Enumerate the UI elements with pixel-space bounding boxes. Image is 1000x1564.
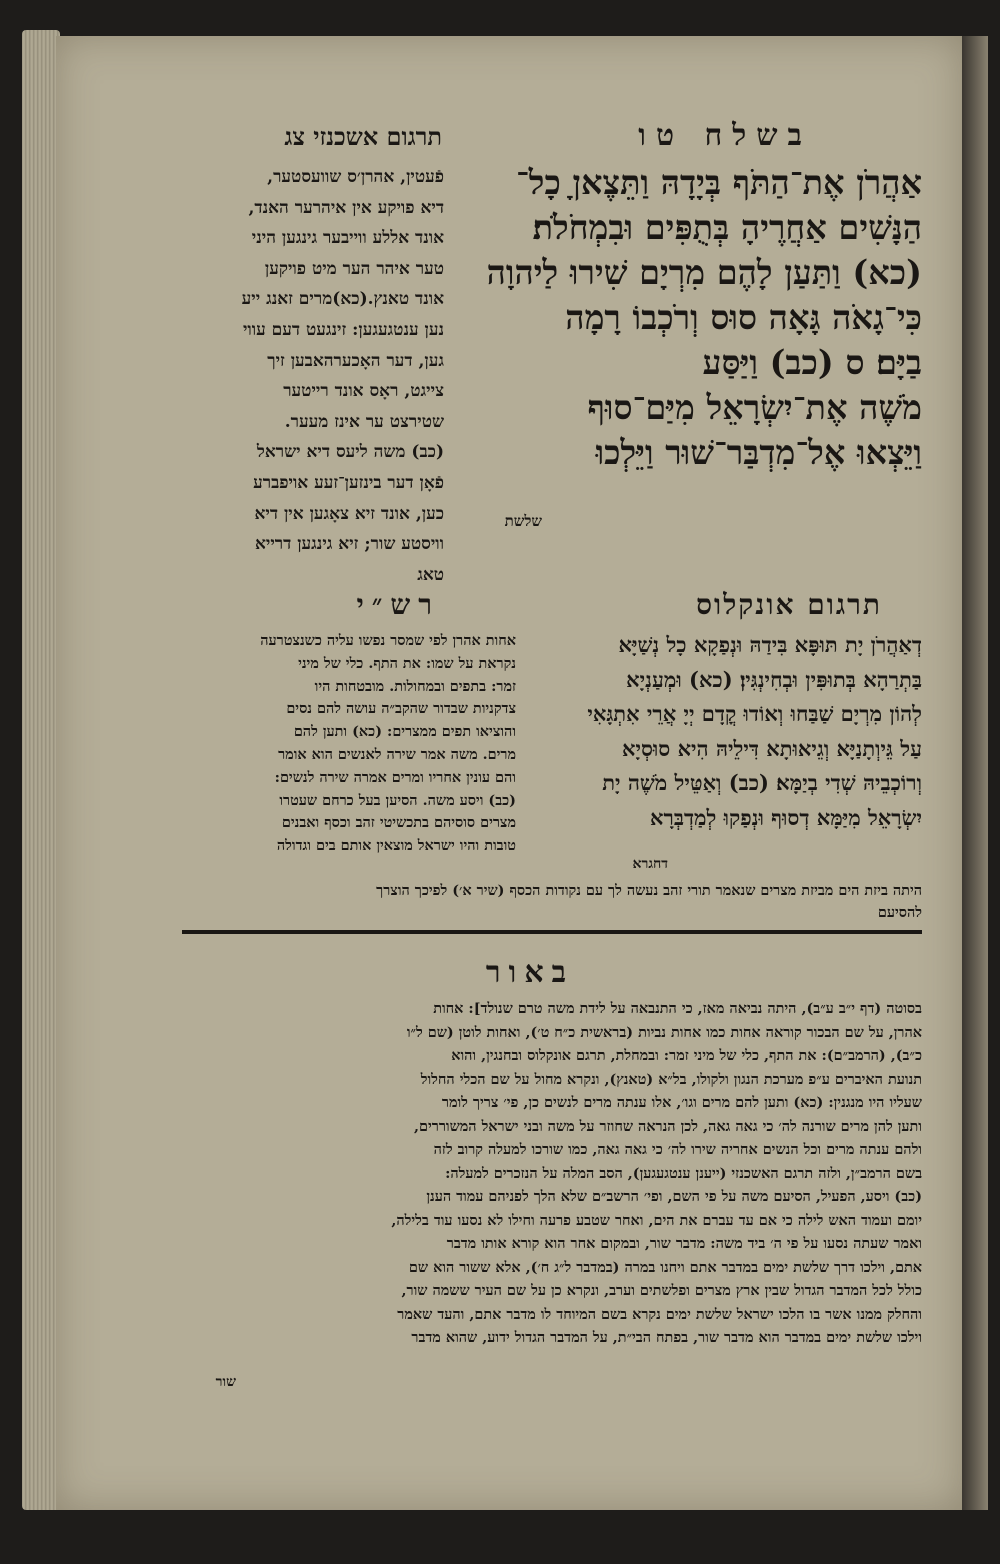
- yiddish-line: אונד טאנץ.(כא)מרים זאנג ייע: [241, 289, 444, 310]
- yiddish-line: שטירצט ער אינז מעער.: [284, 411, 444, 432]
- yiddish-line: גען, דער האָכערהאבען זיך: [267, 350, 444, 371]
- rashi-line: להסיעם: [877, 904, 922, 921]
- biur-line: ולהם ענתה מרים וכל הנשים אחריה שירו לה׳ כי גאה גאה, כמו שורכו למעלה קרוב לזה: [433, 1141, 922, 1158]
- yiddish-line: טער איהר הער מיט פויקען: [264, 258, 444, 279]
- parasha-header: בשלח טו: [638, 118, 812, 153]
- biur-line: אתם, וילכו דרך שלשת ימים במדבר אתם ויחנו במרה (במדבר ל״ג ח׳), אלא ששור הוא שם: [408, 1258, 922, 1276]
- yiddish-line: פֿעטין, אהרן׳ס שוועסטער,: [267, 167, 444, 187]
- onkelos-line: בַּתְרַהָא בְּתוּפִּין וּבְחִינְגִּין׃ (כא) וּמְעַנְיָא: [626, 666, 922, 692]
- biur-line: תנועת האיברים ע״פ מערכת הנגון ולקולו, בל״א (טאנץ), ונקרא מחול על שם הכלי החלול: [420, 1070, 922, 1088]
- biur-line: בשם הרמב״ן, ולזה תרגם האשכנזי (ייענן ענטגעגען), הסב המלה על הנזכרים למעלה:: [445, 1164, 922, 1182]
- rashi-title: רש״י: [356, 588, 440, 621]
- biur-line: שעליו היו מנגנין: (כא) ותען להם מרים וגו׳, אלו ענתה מרים לנשים כן, פי׳ צריך לומר: [441, 1094, 922, 1111]
- yiddish-line: אונד אללע ווייבער גינגען היני: [251, 228, 444, 249]
- yiddish-translation: [176, 162, 444, 590]
- onkelos-text: [518, 628, 922, 835]
- torah-line: אַהֲרֹן אֶת־הַתֹּף בְּיָדָהּ וַתֵּצֶאןָ כָל־: [515, 163, 922, 202]
- rashi-line: היתה ביזת הים מביזת מצרים שנאמר תורי זהב נעשה לך עם נקודות הכסף (שיר א׳) לפיכך הוצרך: [376, 882, 922, 899]
- rashi-line: נקראת על שמו: את התף. כלי של מיני: [298, 654, 516, 672]
- yiddish-line: צייגט, ראָס אונד רייטער: [283, 381, 444, 402]
- biur-title: באור: [485, 955, 575, 990]
- onkelos-line: דְאַהֲרֹן יָת תּוּפָּא בִּידַהּ וּנְפַקָא כָל נְשַׁיָּא: [618, 632, 922, 657]
- biur-line: ואמר שעתה נסעו על פי ה׳ ביד משה: מדבר שור, ובמקום אחר הוא קורא אותו מדבר: [446, 1235, 922, 1252]
- page-stack-edge: [22, 30, 60, 1510]
- onkelos-line: לְהוֹן מִרְיָם שַׁבַּחוּ וְאוֹדוּ קֳדָם יְיָ אֲרֵי אִתְגָּאִי: [587, 701, 922, 726]
- rashi-line: מצרים סוסיהם בתכשיטי זהב וכסף ואבנים: [281, 814, 516, 832]
- onkelos-catchword: דחגרא: [632, 856, 668, 872]
- biur-line: בסוטה (דף י״ב ע״ב), היתה נביאה מאז, כי התנבאה על לידת משה טרם שנולד]: אחות: [433, 1000, 922, 1017]
- rashi-line: והם עונין אחריו ומרים אמרה שירה לנשים:: [274, 768, 516, 786]
- rashi-line: אחות אהרן לפי שמסר נפשו עליה כשנצטרעה: [260, 632, 516, 649]
- biur-line: כ״ב), (הרמב״ם): את התף, כלי של מיני זמר: ובמחלת, תרגם אונקלוס ובחנגין, והוא: [451, 1047, 922, 1064]
- yiddish-line: וויסטע שור; זיא גינגען דרייא: [254, 534, 444, 555]
- rashi-continuation: [176, 880, 922, 924]
- onkelos-title: תרגום אונקלוס: [696, 588, 882, 621]
- torah-catchword: שלשת: [504, 512, 542, 530]
- onkelos-line: עַל גֵּיוְתָנַיָּא וְגֵיאוּתָא דִּילֵיהּ הִיא סוּסְיָא: [622, 735, 922, 761]
- torah-line: וַיֵּצְאוּ אֶל־מִדְבַּר־שׁוּר וַיֵּלְכוּ: [595, 433, 922, 472]
- biur-line: וילכו שלשת ימים במדבר הוא מדבר שור, בפתח הבי״ת, על המדבר הגדול ידוע, שהוא מדבר: [411, 1329, 922, 1346]
- yiddish-line: טאג: [417, 564, 444, 585]
- torah-line: מֹשֶׁה אֶת־יִשְׂרָאֵל מִיַּם־סוּף: [587, 388, 922, 427]
- biur-line: ותען להן מרים שורנה לה׳ כי גאה גאה, לכן הנראה שחוזר על משה ובני ישראל המשוררים,: [413, 1117, 922, 1135]
- torah-line: כִּי־גָאֹה גָּאָה סוּס וְרֹכְבוֹ רָמָה: [565, 298, 922, 337]
- rashi-line: צדקניות שבדור שהקב״ה עושה להם נסים: [286, 700, 516, 718]
- biur-line: כולל לכל המדבר הגדול שבין ארץ מצרים ופלשתים וערב, ונקרא כן על שם העיר ששמה שור,: [401, 1282, 922, 1299]
- onkelos-line: יִשְׂרָאֵל מִיַּמָּא דְסוּף וּנְפַקוּ לְמַדְבְּרָא: [650, 804, 922, 830]
- biur-line: (כב) ויסע, הפעיל, הסיעם משה על פי השם, ופי׳ הרשב״ם שלא הלך לפניהם עמוד הענן: [426, 1188, 922, 1205]
- yiddish-line: נען ענטגעגען: זינגעט דעם עווי: [242, 319, 444, 340]
- section-divider: [182, 930, 922, 934]
- torah-line: (כא) וַתַּעַן לָהֶם מִרְיָם שִׁירוּ לַיהוָה: [486, 253, 922, 292]
- rashi-line: (כב) ויסע משה. הסיען בעל כרחם שעטרו: [279, 791, 516, 809]
- targum-ashkenazi-header: תרגום אשכנזי צג: [284, 122, 442, 151]
- yiddish-line: כען, אונד זיא צאָגען אין דיא: [254, 503, 444, 524]
- onkelos-line: וְרוֹכְבֵיהּ שְׁדִי בְיַמָּא׃ (כב) וְאַטֵּיל מֹשֶׁה יָת: [602, 770, 922, 795]
- biur-line: יומם ועמוד האש לילה כי אם עד עברם את הים, ואחר שטבע פרעה וחילו לא נסעו עוד בלילה,: [391, 1211, 922, 1229]
- biur-line: והחלק ממנו אשר בו הלכו ישראל שלשת ימים נקרא בשם המיוחד לו מדבר אתם, והעד שאמר: [397, 1305, 922, 1323]
- torah-text: [452, 160, 922, 475]
- rashi-line: טובות והיו ישראל מוצאין אותם בים וגדולה: [276, 837, 516, 855]
- facing-page-edge: [962, 36, 988, 1510]
- torah-line: הַנָּשִׁים אַחֲרֶיהָ בְּתֻפִּים וּבִמְחֹלֹת׃: [532, 208, 922, 247]
- biur-text: [176, 997, 922, 1350]
- yiddish-line: פֿאָן דער בינזען־זעע אויפברע: [253, 472, 444, 493]
- yiddish-line: (כב) משה ליעס דיא ישראל: [256, 442, 444, 463]
- biur-catchword: שור: [215, 1374, 236, 1390]
- torah-line: בַיָּם׃ ס (כב) וַיַּסַּע: [702, 343, 922, 382]
- yiddish-line: דיא פויקע אין איהרער האנד,: [248, 197, 444, 218]
- biur-line: אהרן, על שם הבכור קוראה אחות כמו אחות נביות (בראשית כ״ח ט׳), ואחות לוטן (שם ל״ו: [406, 1023, 922, 1041]
- rashi-line: והוציאו תפים ממצרים: (כא) ותען להם: [293, 723, 516, 741]
- rashi-line: זמר: בתפים ובמחולות. מובטחות היו: [314, 677, 516, 695]
- rashi-line: מרים. משה אמר שירה לאנשים הוא אומר: [278, 745, 516, 763]
- rashi-text: [176, 630, 516, 858]
